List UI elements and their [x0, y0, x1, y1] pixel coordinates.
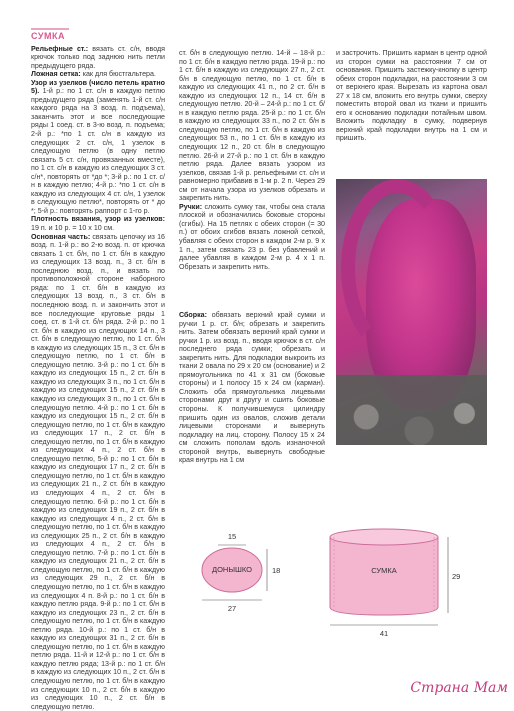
col2b-paragraph-text: обвязать верхний край сумки и ручки 1 р. ст. б/н; обрезать и закрепить нить. Затем обвязать верхний край сумки и ручки 1 р. из возд. п., вводя крючок в ст. с/н последнего ряда сумки; обрезать и закрепить нить. Для подкладки выкроить из ткани 2 овала по 29 х 20 см (основание) и 2 прямоугольника по 41 х 31 см (боковые стороны) и 1 полосу 15 х 24 см (карман). Сложить оба прямоугольника лицевыми сторонами друг к другу и сшить боковые стороны. К получившемуся цилиндру пришить один из овалов, сложив детали лицевыми сторонами и вывернуть подкладку на лиц. сторону. Полосу 15 х 24 см сложить пополам вдоль изнаночной стороной внутрь, вывернуть свободные края внутрь на 1 см: [179, 311, 325, 465]
assembly-body: [179, 311, 325, 465]
dim-27-label: 27: [227, 604, 237, 613]
col1-paragraph: [31, 233, 165, 711]
col1-paragraph: [31, 79, 165, 216]
text-column-1: [31, 32, 165, 711]
col1-paragraph-text: 19 п. и 10 р. = 10 х 10 см.: [31, 224, 115, 233]
title-rule: [31, 28, 69, 30]
col1-paragraph: [31, 70, 165, 79]
assembly-section: [179, 311, 325, 465]
text-column-2: [179, 49, 325, 271]
site-watermark: [410, 680, 508, 696]
cylinder-top-shape: [330, 529, 438, 545]
col1-paragraph-heading: Основная часть:: [31, 232, 91, 241]
col2b-paragraph-heading: Сборка:: [179, 311, 207, 319]
col1-paragraph-text: связать цепочку из 16 возд. п. 1-й р.: во 2-ю возд. п. от крючка связать 1 ст. б/н, по 1 ст. б/н в каждую из следующих 13 возд. п., 3 ст. б/н в последнюю возд. п., и вязать по противоположной стороне наборного ряда: по 1 ст. б/н в каждую из следующих 13 возд. п., 3 ст. б/н в последнюю возд. п. и закончить этот и все последующие круговые ряды 1 соед. ст. в 1-й ст. б/н ряда. 2-й р.: по 1 ст. б/н в каждую из следующих 14 п., 3 ст. б/н в следующую петлю, по 1 ст. б/н в каждую из следующих 15 п., 3 ст. б/н в следующую петлю, по 1 ст. б/н в следующую петлю. 3-й р.: по 1 ст. б/н в каждую из следующих 15 п., 2 ст. б/н в каждую из следующих 3 п., по 1 ст. б/н в каждую из следующих 15 п., 2 ст. б/н в каждую из следующих 3 п., по 1 ст. б/н в следующую петлю. 4-й р.: по 1 ст. б/н в каждую из следующих 15 п., 2 ст. б/н в следующую петлю, по 1 ст. б/н в каждую из следующих 17 п., 2 ст. б/н в следующую петлю, по 1 ст. б/н в каждую из следующих 4 п., 2 ст. б/н в следующую петлю, 5-й р.: по 1 ст. б/н в каждую из следующих 17 п., 2 ст. б/н в следующую петлю, по 1 ст. б/н в каждую из следующих 21 п., 2 ст. б/н в каждую из следующих 4 п., 2 ст. б/н в следующую петлю. 6-й р.: по 1 ст. б/н в каждую из следующих 19 п., 2 ст. б/н в каждую из следующих 4 п., 2 ст. б/н в следующую петлю, по 1 ст. б/н в каждую из следующих 25 п., 2 ст. б/н в каждую из следующих 4 п., 2 ст. б/н в следующую петлю. 7-й р.: по 1 ст. б/н в каждую из следующих 21 п., 2 ст. б/н в следующую петлю, по 1 ст. б/н в каждую из следующих 29 п., 2 ст. б/н в следующую петлю, по 1 ст. б/н в каждую из следующих 4 п. 8-й р.: по 1 ст. б/н в каждую петлю ряда. 9-й р.: по 1 ст. б/н в каждую из следующих 23 п., 2 ст. б/н в следующую петлю, по 1 ст. б/н в каждую петлю ряда. 10-й р.: по 1 ст. б/н в каждую из следующих 31 п., 2 ст. б/н в следующую петлю, по 1 ст. б/н в каждую петлю ряда. 11-й и 12-й р.: по 1 ст. б/н в каждую петлю ряда; 13-й р.: по 1 ст. б/н в каждую из следующих 10 п., 2 ст. б/н в следующую петлю, по 1 ст. б/н в каждую из следующих 10 п., 2 ст. б/н в каждую из следующих 10 п., 2 ст. б/н в следующую петлю.: [31, 232, 165, 711]
col1-paragraph-heading: Узор из узелков (число петель кратно 5).: [31, 78, 165, 96]
dim-29-label: 29: [452, 572, 461, 581]
column-1-body: [31, 45, 165, 711]
bag-handle-image: [341, 179, 454, 357]
col3-paragraph: [336, 49, 487, 143]
col1-paragraph: [31, 215, 165, 232]
column-3-body: [336, 49, 487, 143]
brand-part-2: Мам: [473, 680, 508, 696]
dim-15-label: 15: [227, 532, 237, 541]
col1-paragraph-heading: Плотность вязания, узор из узелков:: [31, 215, 165, 224]
col2-paragraph-heading: Ручки:: [179, 202, 203, 211]
col1-paragraph-text: вязать ст. с/н, вводя крючок только под заднюю нить петли предыдущего ряда.: [31, 44, 165, 70]
col1-paragraph: [31, 45, 165, 71]
col2-paragraph-text: сложить сумку так, чтобы она стала плоской и обозначились боковые стороны (сгибы). На 15 петлях с обеих сторон (= 30 п.) от обоих сгибов вязать ложной сеткой, убавляя с обеих сторон в каждом 2-м р. 9 х 1 п., затем связать 23 р. без убавлений и далее убавляя в каждом 2-м р. 4 х 1 п. Обрезать и закрепить нить.: [179, 202, 325, 271]
col2-paragraph: [179, 49, 325, 203]
col1-paragraph-heading: Ложная сетка:: [31, 70, 81, 79]
col1-paragraph-text: как для бюстгальтера.: [80, 70, 156, 79]
oval-label: ДОНЫШКО: [212, 565, 252, 574]
brand-part-1: Страна: [410, 680, 470, 696]
col3-paragraph-text: и застрочить. Пришить карман в центр одной из сторон сумки на расстоянии 7 см от основания. Пришить застежку-кнопку в центр обеих сторон подкладки, на расстоянии 3 см от верхнего края. Вырезать из картона овал 27 х 18 см, вложить его внутрь сумки, сверху поместить второй овал из ткани и пришить его к основанию подкладки потайным швом. Вложить подкладку в сумку, подвернув верхний край подкладки внутрь на 1 см и пришить.: [336, 49, 487, 143]
text-column-3: [336, 49, 487, 143]
bag-photo: [336, 179, 487, 445]
col2b-paragraph: [179, 311, 325, 465]
col1-paragraph-heading: Рельефные ст.:: [31, 44, 89, 53]
column-2-body: [179, 49, 325, 271]
cylinder-body-shape: [330, 537, 438, 615]
dim-41-label: 41: [379, 629, 389, 638]
stones-background: [336, 375, 487, 445]
dim-18-label: 18: [272, 566, 281, 575]
page-title: СУМКА: [31, 31, 65, 41]
col2-paragraph: [179, 203, 325, 271]
cylinder-label: СУМКА: [371, 566, 397, 575]
col2-paragraph-text: ст. б/н в следующую петлю. 14-й – 18-й р.: по 1 ст. б/н в каждую петлю ряда. 19-й р.: по 1 ст. б/н в каждую из следующих 27 п., 2 ст. б/н в следующую петлю, по 1 ст. б/н в каждую из следующих 41 п., по 2 ст. б/н в каждую из следующих 12 п., 14 ст. б/н в следующую петлю. 20-й – 24-й р.: по 1 ст. б/н в каждую петлю ряда. 25-й р.: по 1 ст. б/н в каждую из следующих 33 п., по 2 ст. б/н в следующую петлю, по 1 ст. б/н в каждую из следующих 53 п., по 1 ст. б/н в каждую из следующих 12 п., 20 ст. б/н в следующую петлю. 26-й и 27-й р.: по 1 ст. б/н в каждую петлю ряда. Далее вязать узором из узелков, связав 1-й р. рельефными ст. с/н и равномерно прибавив в 1-м р. 2 п. Через 29 см от начала узора из узелков обрезать и закрепить нить.: [179, 49, 325, 203]
col1-paragraph-text: 1-й р.: по 1 ст. с/н в каждую петлю предыдущего ряда (заменять 1-й ст. с/н каждого ряда на 3 возд. п. подъема), заканчить этот и все последующие ряды 1 соед. ст. в 3-ю возд. п. подъема; 2-й р.: *по 1 ст. с/н в каждую из следующих 2 ст. с/н, 1 узелок в следующую петлю (в одну петлю связать 5 ст. с/н, провязанных вместе), по 1 ст. с/н в каждую из следующих 3 ст. с/н*, повторять от *до *; 3-й р.: по 1 ст. с/н в каждую петлю; 4-й р.: *по 1 ст. с/н в каждую из следующих 4 ст. с/н, 1 узелок в следующую петлю*, повторять от * до *; 5-й р.: повторять раппорт с 1-го р.: [31, 87, 165, 215]
pattern-diagram: [190, 515, 490, 640]
